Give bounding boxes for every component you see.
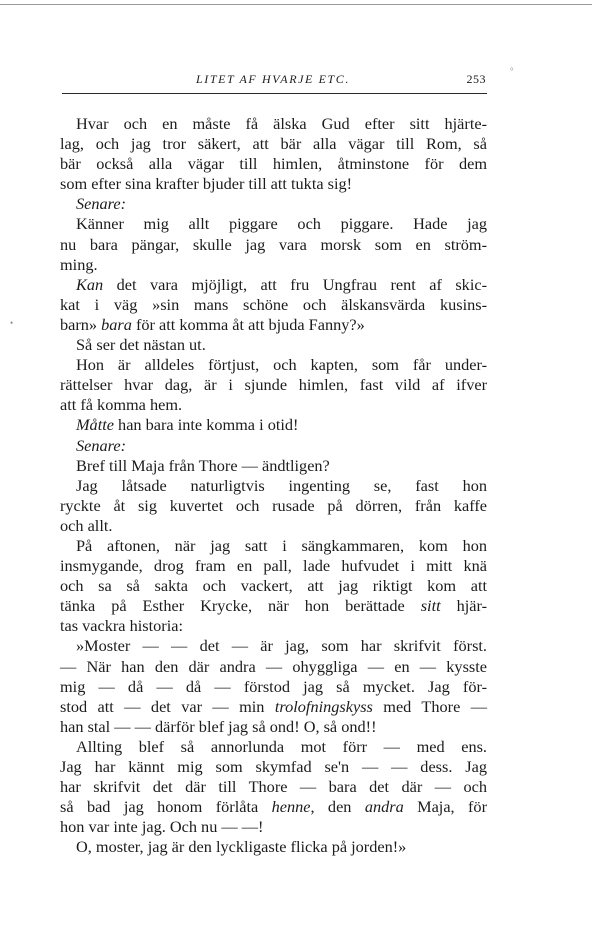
text-run: tas vackra historia: — [60, 616, 183, 636]
text-line — [60, 335, 487, 355]
text-run: mig — då — då — förstod jag så mycket. Jag för- — [60, 676, 487, 696]
text-run: hon var inte jag. Och nu — —! — [60, 817, 264, 837]
text-line — [60, 556, 487, 576]
page-header — [60, 72, 486, 90]
text-run: nu bara pängar, skulle jag vara morsk som en ström- — [60, 234, 487, 254]
text-run: — När han den där andra — ohyggliga — en — kysste — [60, 656, 487, 676]
text-run: hjär- — [440, 596, 487, 616]
text-run: Känner mig allt piggare och piggare. Hade jag — [76, 214, 487, 234]
text-line — [60, 837, 487, 857]
text-line — [60, 717, 487, 737]
text-run: ming. — [60, 254, 98, 274]
text-line — [60, 476, 487, 496]
text-run: Maja, för — [403, 797, 487, 817]
text-run: Så ser det nästan ut. — [76, 335, 206, 355]
text-line — [60, 677, 487, 697]
text-run: O, moster, jag är den lyckligaste flicka på jorden!» — [76, 837, 407, 857]
text-run: lag, och jag tror säkert, att bär alla vägar till Rom, så — [60, 134, 487, 154]
text-run: Hvar och en måste få älska Gud efter sitt hjärte- — [76, 114, 487, 133]
text-run: med Thore — — [372, 696, 488, 716]
italic-text: bara — [101, 314, 132, 334]
margin-speck: • — [10, 318, 14, 328]
text-run: ryckte åt sig kuvertet och rusade på dörren, från kaffe — [60, 495, 487, 515]
text-run: Jag har kännt mig som skymfad se'n — — dess. Jag — [60, 757, 487, 776]
text-run: Allting blef så annorlunda mot förr — med ens. — [76, 736, 487, 756]
text-line — [60, 657, 487, 677]
italic-text: Måtte — [76, 415, 114, 435]
text-line — [60, 797, 487, 817]
text-line — [60, 415, 487, 435]
text-line — [60, 757, 487, 777]
text-line — [60, 174, 487, 194]
text-line — [60, 214, 487, 234]
text-line — [60, 375, 487, 395]
text-run: att få komma hem. — [60, 395, 183, 415]
text-run: På aftonen, när jag satt i sängkammaren, kom hon — [76, 535, 487, 555]
text-line — [60, 697, 487, 717]
text-run: tänka på Esther Krycke, när hon berättade — [60, 596, 421, 616]
margin-speck: ° — [510, 66, 514, 76]
header-rule — [62, 93, 487, 94]
text-line — [60, 154, 487, 174]
text-line — [60, 395, 487, 415]
page-number: 253 — [466, 72, 486, 86]
text-line — [60, 817, 487, 837]
text-run: kat i väg »sin mans schöne och älskansvärda kusins- — [60, 294, 487, 314]
text-run: som efter sina krafter bjuder till att tukta sig! — [60, 174, 353, 194]
text-run: Bref till Maja från Thore — ändtligen? — [76, 455, 330, 475]
text-line — [60, 536, 487, 556]
text-line — [60, 516, 487, 536]
text-line — [60, 777, 487, 797]
italic-text: Kan — [76, 274, 104, 294]
text-line — [60, 235, 487, 255]
text-line — [60, 436, 487, 456]
running-head: LITET AF HVARJE ETC. — [195, 72, 350, 86]
italic-text: trolofningskyss — [274, 696, 373, 716]
text-run: rättelser hvar dag, är i sjunde himlen, fast vild af ifver — [60, 375, 487, 395]
italic-text: Senare: — [76, 194, 127, 214]
text-line — [60, 355, 487, 375]
text-run: bär också alla vägar till himlen, åtminstone för dem — [60, 154, 487, 174]
text-line — [60, 596, 487, 616]
text-line — [60, 194, 487, 214]
text-run: Jag låtsade naturligtvis ingenting se, fast hon — [76, 475, 487, 495]
italic-text: sitt — [420, 596, 441, 616]
text-line — [60, 315, 487, 335]
text-line — [60, 295, 487, 315]
text-run: har skrifvit det där till Thore — bara det där — och — [60, 777, 487, 797]
text-run: för att komma åt att bjuda Fanny?» — [131, 314, 365, 334]
text-run: stod att — det var — min — [60, 696, 275, 716]
italic-text: henne — [271, 797, 311, 817]
text-run: Hon är alldeles förtjust, och kapten, som får under- — [76, 355, 487, 375]
text-line — [60, 275, 487, 295]
italic-text: Senare: — [76, 435, 127, 455]
text-run: han stal — — därför blef jag så ond! O, så ond!! — [60, 716, 377, 736]
text-line — [60, 737, 487, 757]
text-run: , den — [310, 797, 365, 817]
text-run: »Moster — — det — är jag, som har skrifvit först. — [76, 636, 487, 656]
text-line — [60, 576, 487, 596]
text-run: så bad jag honom förlåta — [60, 797, 272, 817]
text-line — [60, 456, 487, 476]
text-line — [60, 496, 487, 516]
text-line — [60, 134, 487, 154]
text-run: och allt. — [60, 515, 113, 535]
text-line — [60, 255, 487, 275]
text-line — [60, 616, 487, 636]
text-line — [60, 636, 487, 656]
text-run: och sa så sakta och vackert, att jag riktigt kom att — [60, 576, 487, 596]
italic-text: andra — [364, 797, 404, 817]
text-run: barn» — [60, 314, 102, 334]
text-run: insmygande, drog fram en pall, lade hufvudet i mitt knä — [60, 556, 487, 576]
text-run: det vara mjöjligt, att fru Ungfrau rent af skic- — [103, 274, 487, 294]
text-line — [60, 114, 487, 134]
text-run: han bara inte komma i otid! — [113, 415, 299, 435]
body-text — [60, 114, 487, 857]
page-top-edge — [0, 4, 592, 5]
